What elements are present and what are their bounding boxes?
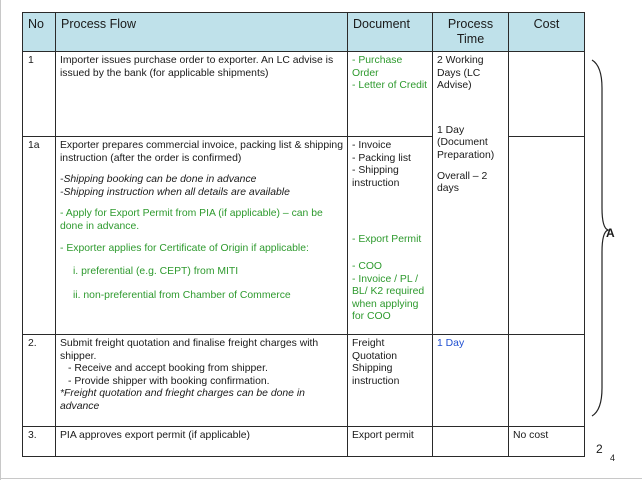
cost-cell <box>509 52 585 137</box>
process-text: Submit freight quotation and finalise freight charges with shipper. <box>60 338 319 362</box>
process-bullet: - Receive and accept booking from shipper. <box>68 363 268 375</box>
process-note: -Shipping booking can be done in advance <box>60 174 257 186</box>
document-item: - Letter of Credit <box>352 80 428 92</box>
page-number-sub: 4 <box>610 453 616 463</box>
row-number: 1 <box>23 52 56 137</box>
header-process-time: Process Time <box>433 13 509 52</box>
table-row <box>23 52 585 137</box>
process-time-cell <box>433 52 509 335</box>
process-text: Importer issues purchase order to exporter. An LC advise is issued by the bank (for applicable shipments) <box>56 52 348 137</box>
document-item: - Purchase Order <box>352 55 403 79</box>
row-number: 2. <box>23 335 56 427</box>
process-bullet: - Provide shipper with booking confirmation. <box>68 375 270 387</box>
process-time-text: Overall – 2 days <box>437 170 488 195</box>
process-green-text: i. preferential (e.g. CEPT) from MITI <box>73 266 239 278</box>
row-number: 1a <box>23 137 56 335</box>
process-note: -Shipping instruction when all details are available <box>60 186 290 198</box>
process-green-text: - Exporter applies for Certificate of Origin if applicable: <box>60 242 309 254</box>
document-item: - Shipping instruction <box>352 165 400 189</box>
page-left-border <box>0 0 1 480</box>
document-cell <box>348 52 433 137</box>
group-label: A <box>606 226 615 240</box>
row-number: 3. <box>23 427 56 457</box>
cost-cell <box>509 335 585 427</box>
document-item: - Invoice / PL / BL/ K2 required when applying for COO <box>352 273 425 323</box>
process-text: PIA approves export permit (if applicable) <box>56 427 348 457</box>
process-cell <box>56 335 348 427</box>
process-flow-table <box>22 12 585 457</box>
document-item: - Export Permit <box>352 234 422 246</box>
document-item: - Packing list <box>352 152 411 164</box>
header-no: No <box>23 13 56 52</box>
document-item: Export permit <box>348 427 433 457</box>
page-bottom-border <box>0 478 642 479</box>
table-row <box>23 335 585 427</box>
process-text: Exporter prepares commercial invoice, packing list & shipping instruction (after the order is confirmed) <box>60 140 343 164</box>
document-item: - Invoice <box>352 140 392 151</box>
header-cost: Cost <box>509 13 585 52</box>
header-process-flow: Process Flow <box>56 13 348 52</box>
header-document: Document <box>348 13 433 52</box>
process-time-cell <box>433 427 509 457</box>
process-green-text: ii. non-preferential from Chamber of Commerce <box>73 289 291 301</box>
process-green-text: - Apply for Export Permit from PIA (if applicable) – can be done in advance. <box>60 208 323 232</box>
cost-cell <box>509 137 585 335</box>
process-time-text: 2 Working Days (LC Advise) <box>437 55 484 92</box>
table-header-row <box>23 13 585 52</box>
document-item: - COO <box>352 260 383 272</box>
page-number: 2 <box>596 442 603 456</box>
process-note: *Freight quotation and frieght charges can be done in advance <box>60 388 305 412</box>
process-time-text: 1 Day (Document Preparation) <box>437 124 495 161</box>
table-row <box>23 427 585 457</box>
document-cell <box>348 137 433 335</box>
cost-text: No cost <box>509 427 585 457</box>
process-time-text: 1 Day <box>433 335 509 427</box>
process-cell <box>56 137 348 335</box>
document-item: Freight Quotation Shipping instruction <box>348 335 433 427</box>
